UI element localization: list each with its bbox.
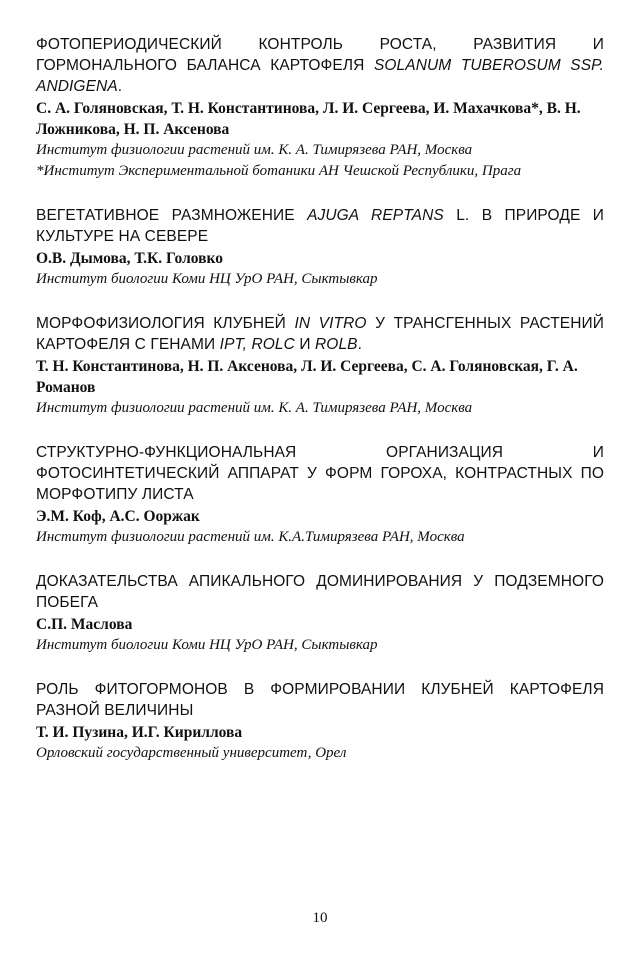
author-list: Э.М. Коф, А.С. Ооржак <box>36 508 200 525</box>
affiliation: Орловский государственный университет, Орел <box>36 745 347 761</box>
title-segment: AJUGA REPTANS <box>307 207 444 224</box>
title-segment: ФОТОПЕРИОДИЧЕСКИЙ КОНТРОЛЬ РОСТА, РАЗВИТИЯ И ГОРМОНАЛЬНОГО БАЛАНСА КАРТОФЕЛЯ <box>36 36 604 74</box>
author-list: О.В. Дымова, Т.К. Головко <box>36 250 223 267</box>
abstract-title <box>36 442 604 505</box>
abstract-entry <box>36 442 604 548</box>
affiliation: Институт физиологии растений им. К. А. Тимирязева РАН, Москва <box>36 400 473 416</box>
affiliation: Институт физиологии растений им. К. А. Тимирязева РАН, Москва <box>36 142 473 158</box>
author-list: Т. И. Пузина, И.Г. Кириллова <box>36 724 243 741</box>
page-number: 10 <box>312 910 328 926</box>
abstract-title <box>36 205 604 247</box>
abstract-entry <box>36 571 604 656</box>
title-segment: СТРУКТУРНО-ФУНКЦИОНАЛЬНАЯ ОРГАНИЗАЦИЯ И ФОТОСИНТЕТИЧЕСКИЙ АППАРАТ У ФОРМ ГОРОХА, КОНТРАСТНЫХ ПО МОРФОТИПУ ЛИСТА <box>36 444 604 503</box>
author-list: Т. Н. Константинова, Н. П. Аксенова, Л. И. Сергеева, С. А. Голяновская, Г. А. Романов <box>36 358 578 396</box>
abstract-title <box>36 313 604 355</box>
abstract-title <box>36 571 604 613</box>
affiliation: Институт физиологии растений им. К.А.Тимирязева РАН, Москва <box>36 529 465 545</box>
title-segment: . <box>357 336 363 353</box>
affiliation: *Институт Экспериментальной ботаники АН Чешской Республики, Прага <box>36 163 522 179</box>
abstract-title <box>36 34 604 97</box>
abstract-entry <box>36 205 604 290</box>
title-segment: ДОКАЗАТЕЛЬСТВА АПИКАЛЬНОГО ДОМИНИРОВАНИЯ У ПОДЗЕМНОГО ПОБЕГА <box>36 573 604 611</box>
title-segment: IN VITRO <box>294 315 367 332</box>
abstract-entry <box>36 313 604 419</box>
abstract-entry <box>36 34 604 182</box>
title-segment: У ТРАНСГЕННЫХ РАСТЕНИЙ КАРТОФЕЛЯ С ГЕНАМИ <box>36 315 604 353</box>
title-segment: ROLB <box>315 336 358 353</box>
author-list: С. А. Голяновская, Т. Н. Константинова, Л. И. Сергеева, И. Махачкова*, В. Н. Ложникова, Н. П. Аксенова <box>36 100 581 138</box>
title-segment: . <box>117 78 123 95</box>
title-segment: L. В ПРИРОДЕ И КУЛЬТУРЕ НА СЕВЕРЕ <box>36 207 604 245</box>
abstract-entry <box>36 679 604 764</box>
author-list: С.П. Маслова <box>36 616 133 633</box>
title-segment: IPT, ROLC <box>219 336 295 353</box>
title-segment: SOLANUM TUBEROSUM SSP. ANDIGENA <box>36 57 604 95</box>
title-segment: И <box>294 336 315 353</box>
abstract-title <box>36 679 604 721</box>
abstracts-list <box>36 34 604 787</box>
title-segment: МОРФОФИЗИОЛОГИЯ КЛУБНЕЙ <box>36 315 295 332</box>
affiliation: Институт биологии Коми НЦ УрО РАН, Сыктывкар <box>36 271 378 287</box>
affiliation: Институт биологии Коми НЦ УрО РАН, Сыктывкар <box>36 637 378 653</box>
title-segment: РОЛЬ ФИТОГОРМОНОВ В ФОРМИРОВАНИИ КЛУБНЕЙ КАРТОФЕЛЯ РАЗНОЙ ВЕЛИЧИНЫ <box>36 681 604 719</box>
title-segment: ВЕГЕТАТИВНОЕ РАЗМНОЖЕНИЕ <box>36 207 308 224</box>
